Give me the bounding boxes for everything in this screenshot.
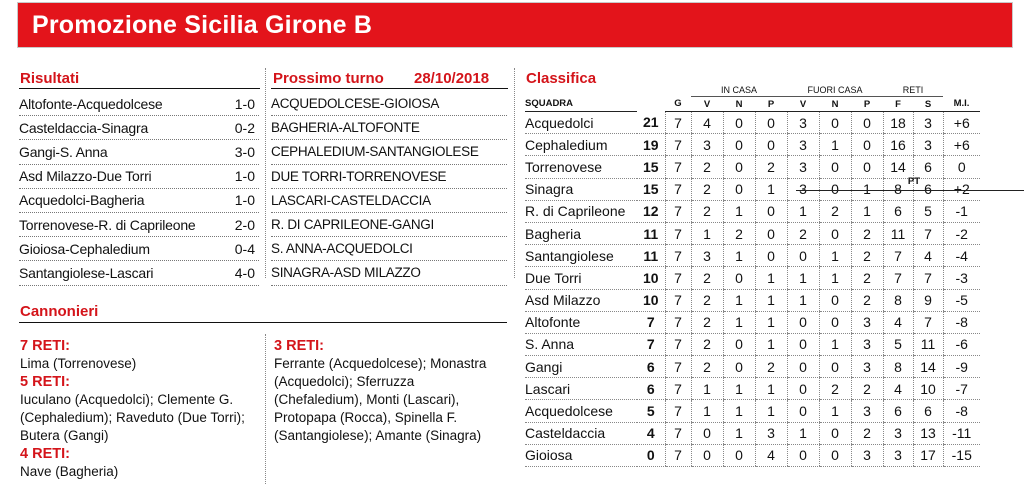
standings-home-won: 0 — [691, 422, 723, 444]
standings-goals-against: 6 — [913, 178, 943, 200]
result-match: Gangi-S. Anna — [19, 143, 108, 160]
page-banner — [18, 3, 1012, 47]
standings-mi: -2 — [943, 222, 980, 244]
standings-table-wrap — [525, 84, 1020, 467]
standings-goals-for: 4 — [883, 378, 913, 400]
standings-points: 12 — [637, 200, 665, 222]
standings-away-won: 0 — [787, 356, 819, 378]
standings-points: 11 — [637, 245, 665, 267]
standings-goals-against: 7 — [913, 311, 943, 333]
standings-team: Lascari — [525, 378, 637, 400]
result-match: Gioiosa-Cephaledium — [19, 240, 150, 257]
standings-goals-against: 3 — [913, 112, 943, 134]
standings-points: 19 — [637, 134, 665, 156]
results-title: Risultati — [20, 70, 80, 87]
col-points: PT — [796, 176, 1024, 191]
standings-row — [525, 444, 980, 466]
standings-away-won: 0 — [787, 311, 819, 333]
standings-goals-against: 17 — [913, 444, 943, 466]
standings-goals-for: 11 — [883, 222, 913, 244]
next-round-date: 28/10/2018 — [414, 70, 490, 87]
standings-away-drawn: 1 — [819, 245, 851, 267]
standings-home-lost: 0 — [755, 134, 787, 156]
standings-mi: -6 — [943, 333, 980, 355]
standings-mi: -15 — [943, 444, 980, 466]
standings-goals-for: 14 — [883, 156, 913, 178]
result-score: 1-0 — [234, 192, 255, 209]
standings-home-lost: 0 — [755, 245, 787, 267]
result-match: Acquedolci-Bagheria — [19, 192, 145, 209]
col-played: G — [665, 97, 691, 112]
standings-home-drawn: 1 — [723, 245, 755, 267]
standings-row — [525, 289, 980, 311]
column-divider — [514, 68, 515, 278]
fixture-row: CEPHALEDIUM-SANTANGIOLESE — [271, 140, 507, 164]
standings-away-won: 0 — [787, 333, 819, 355]
scorer-names: Lima (Torrenovese) — [20, 356, 137, 371]
standings-home-drawn: 1 — [723, 378, 755, 400]
result-row — [19, 92, 259, 116]
standings-goals-for: 8 — [883, 178, 913, 200]
standings-home-drawn: 0 — [723, 112, 755, 134]
standings-points: 15 — [637, 178, 665, 200]
scorer-goals: 3 RETI: — [274, 338, 324, 354]
standings-home-drawn: 1 — [723, 422, 755, 444]
standings-home-won: 1 — [691, 400, 723, 422]
standings-away-lost: 0 — [851, 134, 883, 156]
standings-away-won: 1 — [787, 422, 819, 444]
standings-home-won: 2 — [691, 333, 723, 355]
standings-goals-for: 4 — [883, 311, 913, 333]
standings-home-drawn: 1 — [723, 289, 755, 311]
standings-away-won: 0 — [787, 444, 819, 466]
standings-home-lost: 1 — [755, 333, 787, 355]
standings-home-lost: 0 — [755, 200, 787, 222]
standings-row — [525, 200, 980, 222]
scorers-title: Cannonieri — [20, 303, 99, 320]
standings-away-won: 3 — [787, 156, 819, 178]
standings-row — [525, 222, 980, 244]
standings-goals-for: 7 — [883, 267, 913, 289]
fixture-row: R. DI CAPRILEONE-GANGI — [271, 213, 507, 237]
standings-away-drawn: 0 — [819, 289, 851, 311]
standings-away-drawn: 2 — [819, 200, 851, 222]
result-row — [19, 237, 259, 261]
standings-goals-for: 6 — [883, 200, 913, 222]
standings-points: 11 — [637, 222, 665, 244]
standings-home-lost: 1 — [755, 311, 787, 333]
standings-goals-for: 5 — [883, 333, 913, 355]
next-round-title-rule — [271, 88, 508, 89]
standings-away-drawn: 0 — [819, 311, 851, 333]
next-round-title: Prossimo turno — [273, 70, 384, 87]
fixture-row: ACQUEDOLCESE-GIOIOSA — [271, 92, 507, 116]
result-score: 2-0 — [234, 216, 255, 233]
col-away-won: V — [787, 97, 819, 112]
standings-team: S. Anna — [525, 333, 637, 355]
standings-played: 7 — [665, 444, 691, 466]
standings-away-lost: 0 — [851, 156, 883, 178]
standings-mi: +6 — [943, 112, 980, 134]
result-score: 0-2 — [234, 119, 255, 136]
standings-goals-against: 10 — [913, 378, 943, 400]
col-home-drawn: N — [723, 97, 755, 112]
standings-goals-for: 8 — [883, 356, 913, 378]
standings-away-lost: 1 — [851, 178, 883, 200]
standings-row — [525, 134, 980, 156]
scorer-goals: 7 RETI: — [20, 338, 70, 354]
standings-home-lost: 0 — [755, 222, 787, 244]
standings-away-lost: 2 — [851, 267, 883, 289]
standings-home-won: 3 — [691, 245, 723, 267]
col-team: SQUADRA — [525, 97, 637, 112]
standings-away-lost: 2 — [851, 422, 883, 444]
standings-mi: -8 — [943, 400, 980, 422]
standings-mi: -1 — [943, 200, 980, 222]
standings-away-won: 0 — [787, 245, 819, 267]
standings-goals-against: 14 — [913, 356, 943, 378]
standings-home-lost: 1 — [755, 267, 787, 289]
standings-team: Torrenovese — [525, 156, 637, 178]
scorer-goals: 5 RETI: — [20, 374, 70, 390]
col-home-lost: P — [755, 97, 787, 112]
standings-away-drawn: 0 — [819, 222, 851, 244]
standings-away-lost: 0 — [851, 112, 883, 134]
standings-team: Gangi — [525, 356, 637, 378]
standings-away-drawn: 0 — [819, 156, 851, 178]
standings-team: Sinagra — [525, 178, 637, 200]
group-away: FUORI CASA — [787, 84, 883, 97]
column-divider — [265, 334, 266, 484]
standings-team: Casteldaccia — [525, 422, 637, 444]
standings-row — [525, 112, 980, 134]
fixture-row: DUE TORRI-TORRENOVESE — [271, 165, 507, 189]
result-row — [19, 189, 259, 213]
standings-home-won: 2 — [691, 200, 723, 222]
standings-mi: +6 — [943, 134, 980, 156]
standings-home-won: 3 — [691, 134, 723, 156]
standings-home-drawn: 0 — [723, 333, 755, 355]
standings-away-drawn: 1 — [819, 134, 851, 156]
scorer-names: Ferrante (Acquedolcese); Monastra (Acquedolci); Sferruzza (Chefaledium), Monti (Lascari), Protopapa (Rocca), Spinella F. (Santangiolese); Amante (Sinagra) — [274, 356, 487, 443]
standings-goals-for: 6 — [883, 400, 913, 422]
standings-away-drawn: 0 — [819, 178, 851, 200]
standings-away-drawn: 0 — [819, 356, 851, 378]
standings-home-lost: 2 — [755, 156, 787, 178]
standings-goals-against: 13 — [913, 422, 943, 444]
standings-team: Gioiosa — [525, 444, 637, 466]
standings-home-won: 1 — [691, 222, 723, 244]
standings-goals-against: 11 — [913, 333, 943, 355]
standings-row — [525, 356, 980, 378]
standings-home-drawn: 0 — [723, 156, 755, 178]
standings-goals-for: 7 — [883, 245, 913, 267]
standings-away-lost: 2 — [851, 378, 883, 400]
standings-team: Cephaledium — [525, 134, 637, 156]
standings-goals-for: 8 — [883, 289, 913, 311]
standings-row — [525, 400, 980, 422]
standings-team: Asd Milazzo — [525, 289, 637, 311]
standings-away-won: 1 — [787, 200, 819, 222]
standings-goals-against: 3 — [913, 134, 943, 156]
result-match: Torrenovese-R. di Caprileone — [19, 216, 196, 233]
standings-away-won: 1 — [787, 289, 819, 311]
standings-mi: -8 — [943, 311, 980, 333]
scorers-right — [274, 337, 506, 445]
result-match: Altofonte-Acquedolcese — [19, 95, 163, 112]
standings-away-lost: 2 — [851, 289, 883, 311]
standings-home-lost: 1 — [755, 400, 787, 422]
standings-played: 7 — [665, 178, 691, 200]
scorers-left — [20, 337, 258, 481]
standings-points: 10 — [637, 289, 665, 311]
standings-row — [525, 156, 980, 178]
standings-home-lost: 1 — [755, 289, 787, 311]
page-title: Promozione Sicilia Girone B — [32, 11, 373, 39]
standings-played: 7 — [665, 356, 691, 378]
standings-row — [525, 245, 980, 267]
standings-body — [525, 112, 980, 467]
standings-home-drawn: 1 — [723, 200, 755, 222]
col-goals-for: F — [883, 97, 913, 112]
standings-played: 7 — [665, 422, 691, 444]
result-score: 3-0 — [234, 143, 255, 160]
standings-home-lost: 1 — [755, 178, 787, 200]
standings-team: Acquedolcese — [525, 400, 637, 422]
result-score: 4-0 — [234, 264, 255, 281]
standings-home-won: 2 — [691, 156, 723, 178]
standings-home-won: 0 — [691, 444, 723, 466]
standings-home-won: 2 — [691, 289, 723, 311]
standings-played: 7 — [665, 333, 691, 355]
standings-away-drawn: 0 — [819, 422, 851, 444]
result-row — [19, 140, 259, 164]
result-row — [19, 261, 259, 285]
standings-mi: -11 — [943, 422, 980, 444]
standings-row — [525, 311, 980, 333]
standings-away-drawn: 1 — [819, 333, 851, 355]
scorer-goals: 4 RETI: — [20, 446, 70, 462]
result-row — [19, 116, 259, 140]
standings-away-lost: 3 — [851, 311, 883, 333]
standings-home-drawn: 0 — [723, 267, 755, 289]
standings-title: Classifica — [526, 70, 597, 87]
standings-goals-against: 6 — [913, 400, 943, 422]
standings-team: Altofonte — [525, 311, 637, 333]
group-goals: RETI — [883, 84, 943, 97]
standings-home-won: 4 — [691, 112, 723, 134]
standings-played: 7 — [665, 245, 691, 267]
standings-points: 10 — [637, 267, 665, 289]
col-away-drawn: N — [819, 97, 851, 112]
standings-played: 7 — [665, 200, 691, 222]
standings-away-lost: 3 — [851, 356, 883, 378]
standings-mi: -9 — [943, 356, 980, 378]
result-score: 0-4 — [234, 240, 255, 257]
standings-goals-against: 5 — [913, 200, 943, 222]
standings-played: 7 — [665, 222, 691, 244]
standings-away-lost: 3 — [851, 400, 883, 422]
standings-points: 15 — [637, 156, 665, 178]
standings-row — [525, 422, 980, 444]
standings-table — [525, 84, 980, 467]
scorers-title-rule — [19, 322, 507, 323]
standings-team: Bagheria — [525, 222, 637, 244]
standings-home-won: 2 — [691, 311, 723, 333]
standings-home-lost: 2 — [755, 356, 787, 378]
standings-home-lost: 1 — [755, 378, 787, 400]
standings-away-drawn: 0 — [819, 444, 851, 466]
standings-home-drawn: 1 — [723, 311, 755, 333]
standings-team: Santangiolese — [525, 245, 637, 267]
standings-points: 5 — [637, 400, 665, 422]
standings-away-drawn: 0 — [819, 112, 851, 134]
standings-away-won: 0 — [787, 400, 819, 422]
standings-mi: -3 — [943, 267, 980, 289]
group-home: IN CASA — [691, 84, 787, 97]
standings-points: 6 — [637, 378, 665, 400]
standings-home-drawn: 0 — [723, 134, 755, 156]
standings-home-won: 2 — [691, 178, 723, 200]
next-round-list — [271, 92, 507, 286]
standings-away-lost: 1 — [851, 200, 883, 222]
standings-played: 7 — [665, 112, 691, 134]
result-match: Santangiolese-Lascari — [19, 264, 154, 281]
standings-goals-against: 9 — [913, 289, 943, 311]
result-row — [19, 213, 259, 237]
standings-home-drawn: 0 — [723, 356, 755, 378]
standings-mi: +2 — [943, 178, 980, 200]
standings-home-lost: 3 — [755, 422, 787, 444]
standings-away-drawn: 1 — [819, 267, 851, 289]
col-mi: M.I. — [943, 97, 980, 112]
standings-goals-for: 16 — [883, 134, 913, 156]
fixture-row: S. ANNA-ACQUEDOLCI — [271, 237, 507, 261]
standings-points: 21 — [637, 112, 665, 134]
standings-away-lost: 3 — [851, 333, 883, 355]
result-score: 1-0 — [234, 95, 255, 112]
standings-away-lost: 2 — [851, 245, 883, 267]
standings-away-won: 2 — [787, 222, 819, 244]
standings-team: R. di Caprileone — [525, 200, 637, 222]
standings-played: 7 — [665, 400, 691, 422]
standings-away-drawn: 1 — [819, 400, 851, 422]
col-away-lost: P — [851, 97, 883, 112]
standings-points: 7 — [637, 311, 665, 333]
column-divider — [265, 68, 266, 278]
standings-mi: -5 — [943, 289, 980, 311]
standings-row — [525, 333, 980, 355]
col-home-won: V — [691, 97, 723, 112]
standings-home-drawn: 1 — [723, 400, 755, 422]
standings-goals-for: 3 — [883, 444, 913, 466]
standings-away-lost: 2 — [851, 222, 883, 244]
standings-goals-against: 6 — [913, 156, 943, 178]
standings-points: 4 — [637, 422, 665, 444]
standings-goals-for: 18 — [883, 112, 913, 134]
standings-away-won: 3 — [787, 134, 819, 156]
standings-row — [525, 378, 980, 400]
scorer-names: Iuculano (Acquedolci); Clemente G. (Cephaledium); Raveduto (Due Torri); Butera (Gangi) — [20, 392, 245, 443]
standings-away-won: 3 — [787, 112, 819, 134]
standings-home-drawn: 2 — [723, 222, 755, 244]
standings-row — [525, 267, 980, 289]
standings-goals-against: 7 — [913, 267, 943, 289]
standings-home-won: 1 — [691, 378, 723, 400]
standings-home-won: 2 — [691, 356, 723, 378]
standings-away-won: 0 — [787, 378, 819, 400]
standings-home-lost: 4 — [755, 444, 787, 466]
fixture-row: LASCARI-CASTELDACCIA — [271, 189, 507, 213]
standings-played: 7 — [665, 156, 691, 178]
standings-played: 7 — [665, 311, 691, 333]
standings-played: 7 — [665, 378, 691, 400]
standings-away-lost: 3 — [851, 444, 883, 466]
standings-played: 7 — [665, 134, 691, 156]
col-goals-against: S — [913, 97, 943, 112]
scorer-names: Nave (Bagheria) — [20, 464, 119, 479]
standings-home-won: 2 — [691, 267, 723, 289]
standings-mi: -4 — [943, 245, 980, 267]
results-list — [19, 92, 259, 286]
results-title-rule — [19, 88, 260, 89]
standings-played: 7 — [665, 289, 691, 311]
standings-goals-against: 7 — [913, 222, 943, 244]
standings-team: Acquedolci — [525, 112, 637, 134]
fixture-row: BAGHERIA-ALTOFONTE — [271, 116, 507, 140]
standings-away-drawn: 2 — [819, 378, 851, 400]
standings-home-drawn: 0 — [723, 444, 755, 466]
standings-home-lost: 0 — [755, 112, 787, 134]
fixture-row: SINAGRA-ASD MILAZZO — [271, 261, 507, 285]
standings-away-won: 1 — [787, 267, 819, 289]
standings-mi: 0 — [943, 156, 980, 178]
standings-points: 6 — [637, 356, 665, 378]
standings-home-drawn: 0 — [723, 178, 755, 200]
result-match: Casteldaccia-Sinagra — [19, 119, 149, 136]
standings-points: 0 — [637, 444, 665, 466]
standings-team: Due Torri — [525, 267, 637, 289]
standings-away-won: 3 — [787, 178, 819, 200]
standings-played: 7 — [665, 267, 691, 289]
standings-goals-for: 3 — [883, 422, 913, 444]
standings-goals-against: 4 — [913, 245, 943, 267]
result-match: Asd Milazzo-Due Torri — [19, 168, 152, 185]
result-row — [19, 165, 259, 189]
result-score: 1-0 — [234, 168, 255, 185]
standings-mi: -7 — [943, 378, 980, 400]
standings-points: 7 — [637, 333, 665, 355]
